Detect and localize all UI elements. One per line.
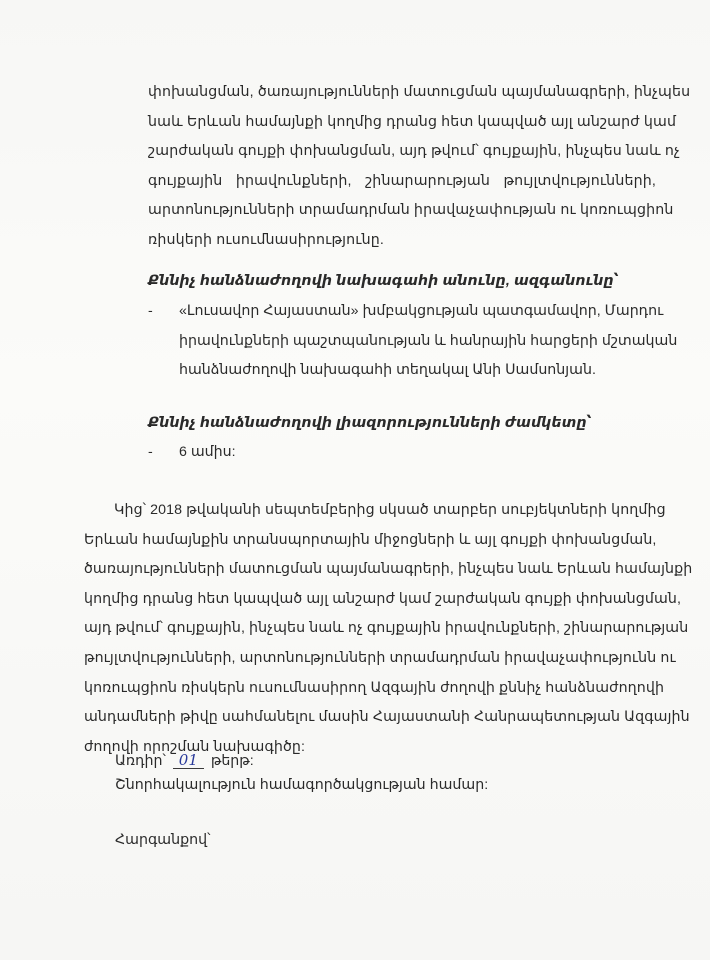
intro-paragraph (148, 78, 691, 255)
main-line: ծառայությունների մատուցման պայմանագրերի, ինչպես նաև Երևան համայնքի (84, 561, 693, 578)
intro-line: ռիսկերի ուսումնասիրությունը. (148, 231, 384, 248)
chair-bullet-text (179, 297, 678, 386)
intro-line: նաև Երևան համայնքի կողմից դրանց հետ կապված այլ անշարժ կամ (148, 113, 677, 130)
attachment-prefix: Առդիր՝ (115, 753, 166, 769)
main-line: թույլտվությունների, արտոնությունների տրամադրման իրավաչափությունն ու (84, 649, 676, 666)
chair-bullet (148, 297, 678, 387)
chair-heading: Քննիչ հանձնաժողովի նախագահի անունը, ազգանունը՝ (148, 273, 619, 289)
attachment-line (115, 752, 254, 769)
main-line: կողմից դրանց հետ կապված այլ անշարժ կամ շարժական գույքի փոխանցման, (84, 590, 682, 607)
term-heading: Քննիչ հանձնաժողովի լիազորությունների ժամկետը՝ (148, 415, 592, 431)
intro-line: գույքային իրավունքների, շինարարության թույլտվությունների, (148, 172, 656, 189)
term-bullet-text (179, 438, 656, 468)
main-line: Երևան համայնքին տրանսպորտային միջոցների և այլ գույքի փոխանցման, (84, 531, 657, 548)
bullet-dash: - (148, 444, 153, 460)
chair-line: հանձնաժողովի նախագահի տեղակալ Անի Սամսոնյան. (179, 362, 596, 378)
attachment-pages-handwritten: 01 (173, 752, 204, 769)
main-line: անդամների թիվը սահմանելու մասին Հայաստանի Հանրապետության Ազգային (84, 709, 690, 726)
term-bullet (148, 438, 656, 468)
attachment-suffix: թերթ: (210, 753, 254, 769)
thanks-line: Շնորհակալություն համագործակցության համար: (115, 777, 489, 793)
bullet-dash: - (148, 303, 153, 319)
main-line: Կից՝ 2018 թվականի սեպտեմբերից սկսած տարբեր սուբյեկտների կողմից (114, 502, 666, 518)
intro-line: շարժական գույքի փոխանցման, այդ թվում՝ գույքային, ինչպես նաև ոչ (148, 143, 680, 159)
chair-line: իրավունքների պաշտպանության և հանրային հարցերի մշտական (179, 332, 678, 349)
closing-line: Հարգանքով՝ (115, 832, 211, 848)
intro-line: արտոնությունների տրամադրման իրավաչափության ու կոռուպցիոն (148, 202, 674, 218)
main-line: ժողովի որոշման նախագիծը: (84, 738, 306, 755)
main-paragraph (84, 496, 693, 762)
main-line: այդ թվում՝ գույքային, ինչպես նաև ոչ գույքային իրավունքների, շինարարության (84, 620, 689, 637)
chair-line: «Լուսավոր Հայաստան» խմբակցության պատգամավոր, Մարդու (179, 303, 664, 319)
main-line: կոռուպցիոն ռիսկերն ուսումնասիրող Ազգային ժողովի քննիչ հանձնաժողովի (84, 679, 665, 696)
intro-line: փոխանցման, ծառայությունների մատուցման պայմանագրերի, ինչպես (148, 84, 691, 100)
term-value: 6 ամիս: (179, 444, 236, 460)
